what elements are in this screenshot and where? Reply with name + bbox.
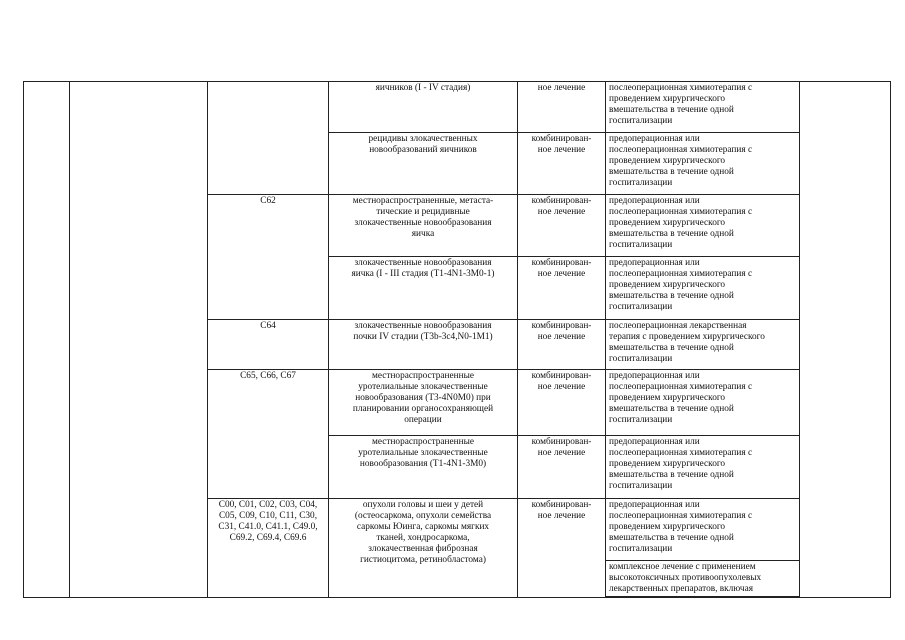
treatment-method-cell: послеоперационная химиотерапия с проведением хирургического вмешательства в течение одной госпитализации (606, 82, 800, 133)
diagnosis-cell: яичников (I - IV стадия) (329, 82, 518, 133)
diagnosis-cell: злокачественные новообразования яичка (I - III стадия (T1-4N1-3M0-1) (329, 257, 518, 320)
treatment-type-cell: комбинирован- ное лечение (518, 133, 606, 195)
codes-cell (208, 82, 329, 195)
treatment-method-cell: предоперационная или послеоперационная химиотерапия с проведением хирургического вмешательства в течение одной госпитализации (606, 257, 800, 320)
treatment-method-cell: предоперационная или послеоперационная химиотерапия с проведением хирургического вмешательства в течение одной госпитализации (606, 499, 800, 561)
treatment-method-cell: предоперационная или послеоперационная химиотерапия с проведением хирургического вмешательства в течение одной госпитализации (606, 370, 800, 436)
diagnosis-cell: злокачественные новообразования почки IV стадии (T3b-3c4,N0-1M1) (329, 320, 518, 370)
treatment-type-cell: комбинирован- ное лечение (518, 320, 606, 370)
treatment-type-cell: комбинирован- ное лечение (518, 257, 606, 320)
treatment-table (23, 81, 891, 598)
treatment-type-cell: комбинирован- ное лечение (518, 370, 606, 436)
blank-column-cell-7 (800, 82, 891, 598)
treatment-method-cell: предоперационная или послеоперационная химиотерапия с проведением хирургического вмешательства в течение одной госпитализации (606, 133, 800, 195)
treatment-type-cell: комбинирован- ное лечение (518, 195, 606, 257)
table-bottom-edge (606, 597, 800, 598)
codes-cell: C00, C01, C02, C03, C04, C05, C09, C10, C11, C30, C31, C41.0, C41.1, C49.0, C69.2, C69.4, C69.6 (208, 499, 329, 598)
treatment-method-cell: предоперационная или послеоперационная химиотерапия с проведением хирургического вмешательства в течение одной госпитализации (606, 195, 800, 257)
diagnosis-cell: рецидивы злокачественных новообразований яичников (329, 133, 518, 195)
codes-cell: C62 (208, 195, 329, 320)
table-row (24, 82, 891, 133)
treatment-type-cell: комбинирован- ное лечение (518, 436, 606, 499)
diagnosis-cell: местнораспространенные уротелиальные злокачественные новообразования (T3-4N0M0) при планировании органосохраняющей операции (329, 370, 518, 436)
blank-column-cell-2 (70, 82, 208, 598)
treatment-type-cell: комбинирован- ное лечение (518, 499, 606, 598)
diagnosis-cell: местнораспространенные, метаста- тические и рецидивные злокачественные новообразования яичка (329, 195, 518, 257)
treatment-type-cell: ное лечение (518, 82, 606, 133)
codes-cell: C64 (208, 320, 329, 370)
treatment-method-cell: комплексное лечение с применением высокотоксичных противоопухолевых лекарственных препаратов, включая (606, 561, 800, 597)
diagnosis-cell: местнораспространенные уротелиальные злокачественные новообразования (T1-4N1-3M0) (329, 436, 518, 499)
diagnosis-cell: опухоли головы и шеи у детей (остеосаркома, опухоли семейства саркомы Юинга, саркомы мягких тканей, хондросаркома, злокачественная фиброзная гистиоцитома, ретинобластома) (329, 499, 518, 598)
codes-cell: C65, C66, C67 (208, 370, 329, 499)
blank-column-cell-1 (24, 82, 70, 598)
treatment-method-cell: предоперационная или послеоперационная химиотерапия с проведением хирургического вмешательства в течение одной госпитализации (606, 436, 800, 499)
treatment-method-cell: послеоперационная лекарственная терапия с проведением хирургического вмешательства в течение одной госпитализации (606, 320, 800, 370)
